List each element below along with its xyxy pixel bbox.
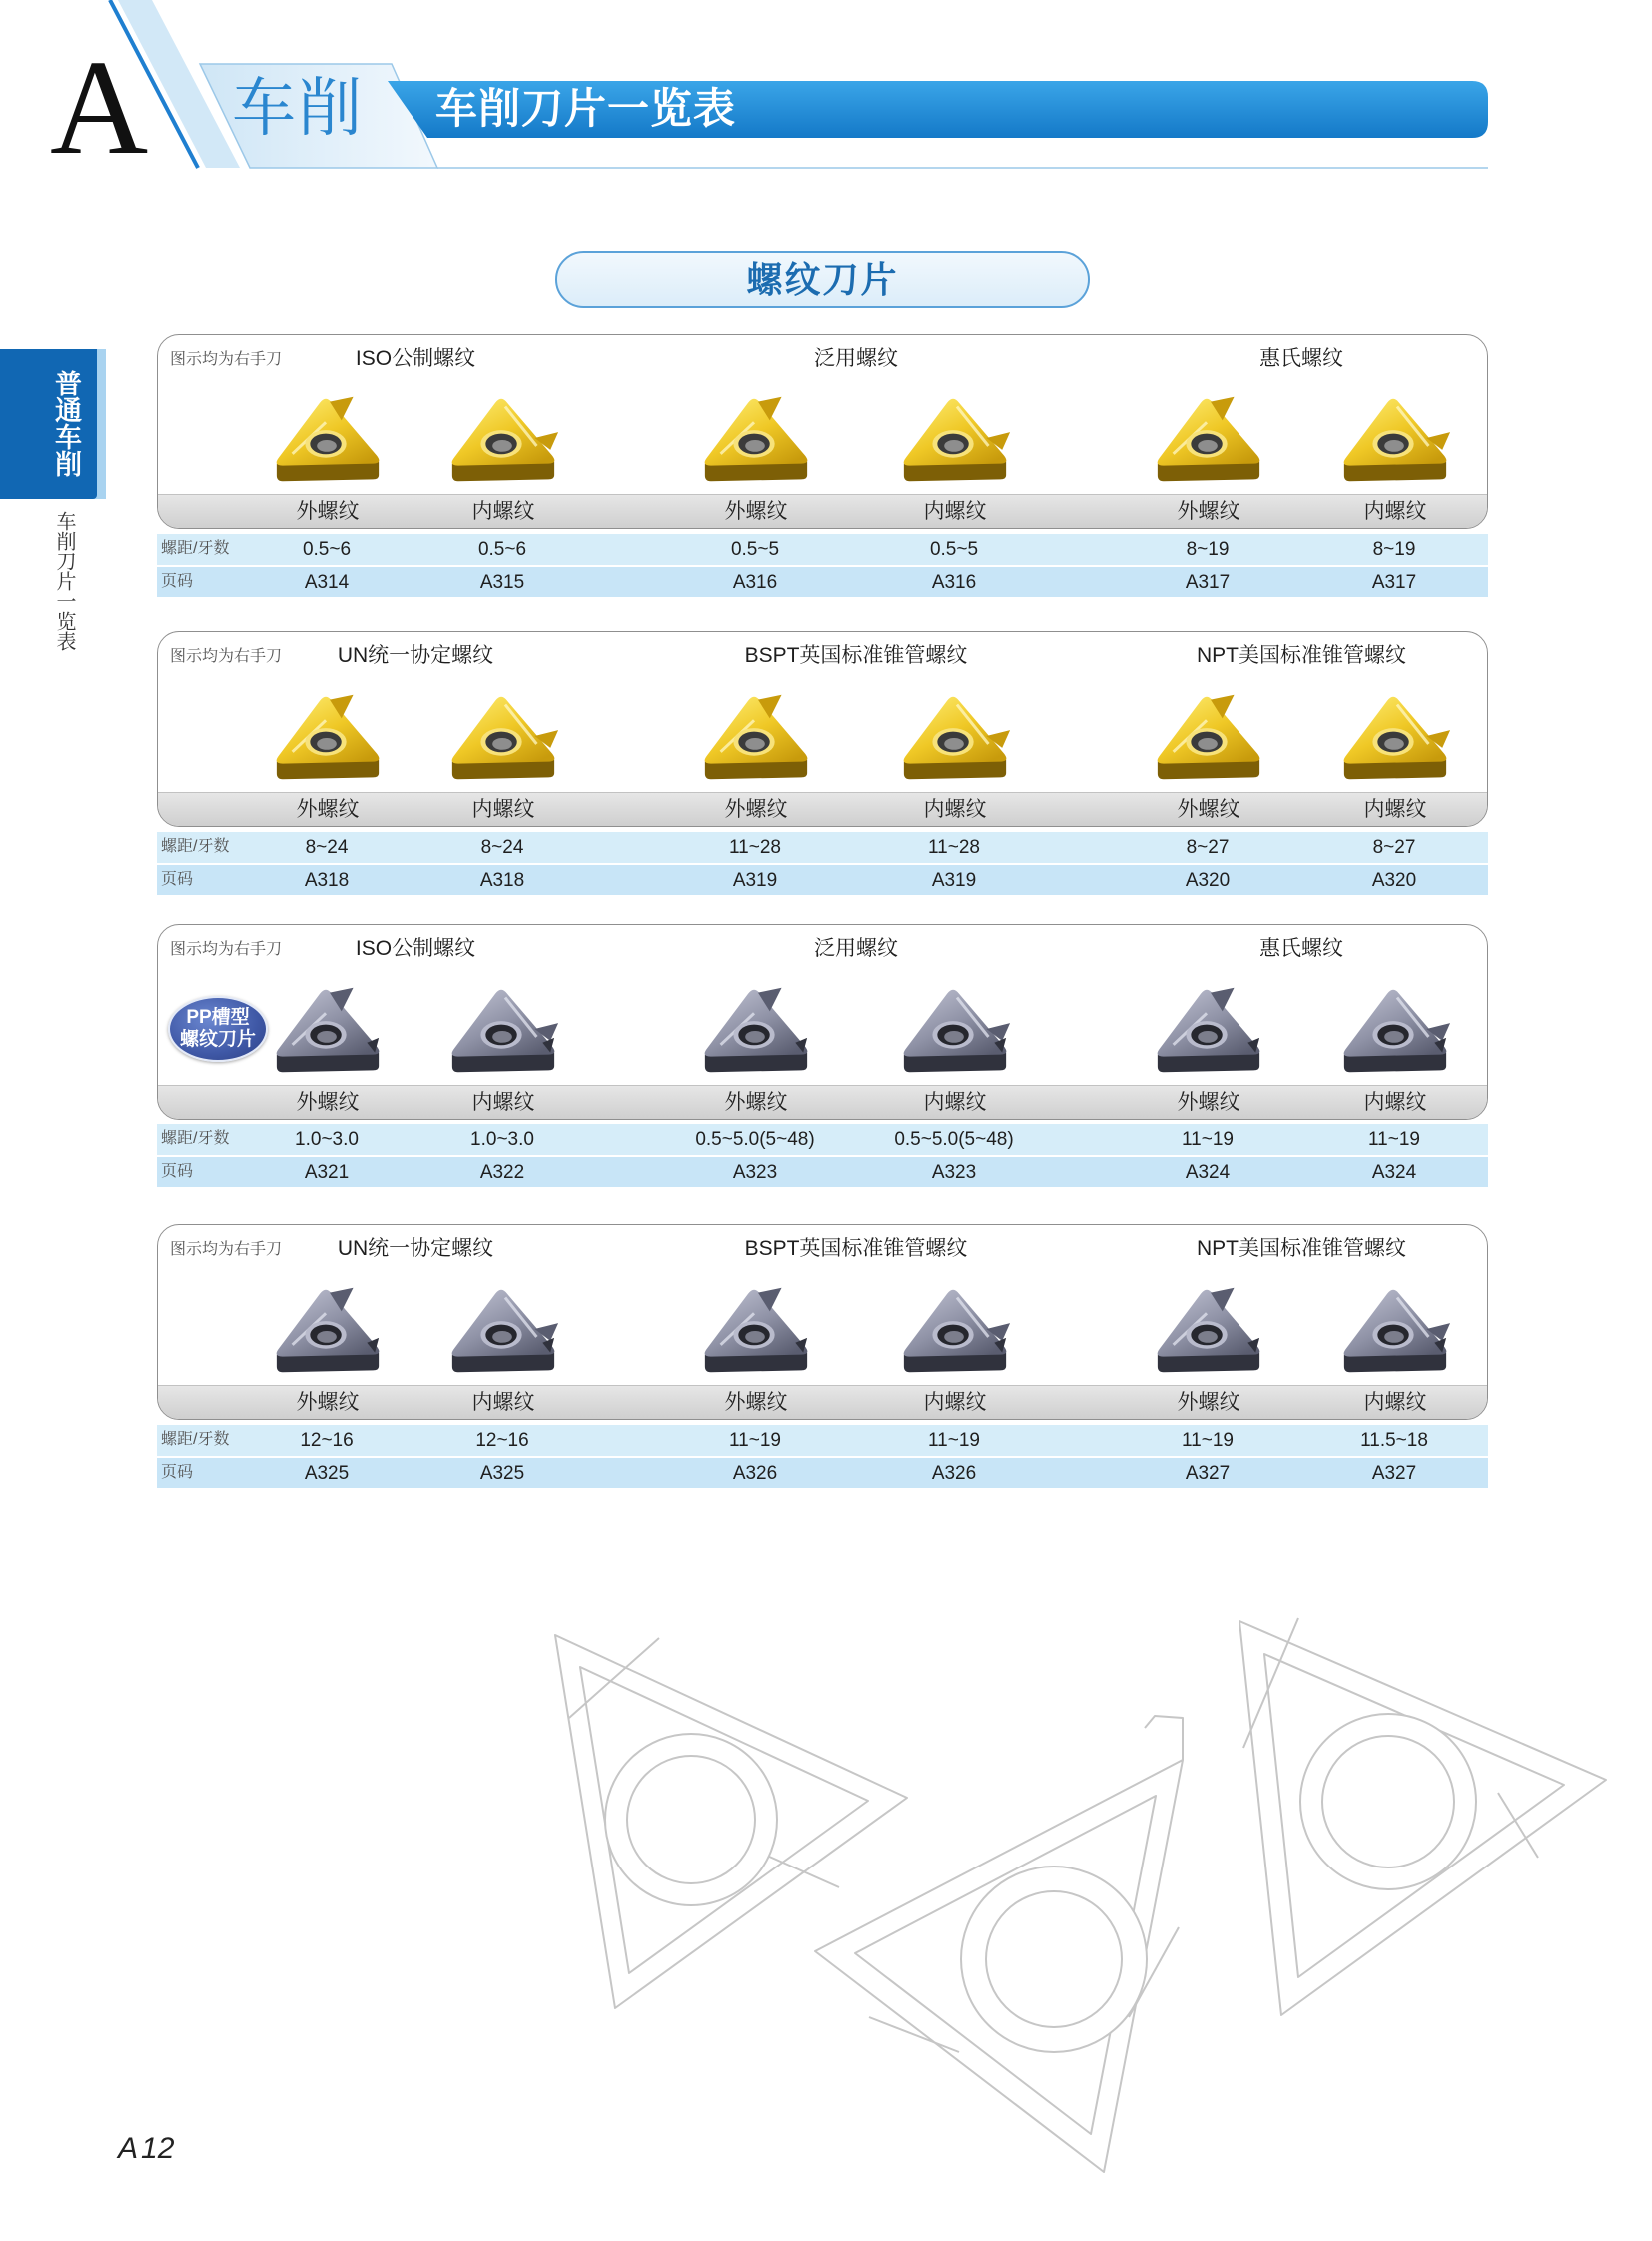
thread-panel-2 bbox=[157, 631, 1488, 827]
pitch-row-label: 螺距/牙数 bbox=[161, 540, 230, 557]
pitch-value: 8~24 bbox=[480, 837, 524, 858]
thread-standard-title: 泛用螺纹 bbox=[814, 347, 898, 370]
thread-type-label: 外螺纹 bbox=[1177, 1091, 1240, 1114]
pitch-value: 11~28 bbox=[928, 837, 980, 858]
pitch-value: 11~28 bbox=[729, 837, 781, 858]
external-thread-insert-icon bbox=[1150, 983, 1267, 1079]
insert-outline-right bbox=[1239, 1618, 1606, 2015]
page-reference: A327 bbox=[1185, 1463, 1231, 1484]
thread-type-label: 内螺纹 bbox=[923, 1091, 987, 1114]
page-reference: A319 bbox=[931, 870, 977, 891]
pitch-value: 1.0~3.0 bbox=[470, 1129, 534, 1150]
thread-panel-4 bbox=[157, 1224, 1488, 1420]
internal-thread-insert-icon bbox=[1336, 690, 1454, 786]
thread-standard-title: ISO公制螺纹 bbox=[355, 347, 476, 370]
thread-type-label: 外螺纹 bbox=[724, 1091, 788, 1114]
page-reference: A322 bbox=[479, 1162, 525, 1183]
page-reference: A315 bbox=[479, 572, 525, 593]
right-hand-note: 图示均为右手刀 bbox=[170, 648, 283, 665]
thread-type-label: 内螺纹 bbox=[471, 500, 535, 523]
thread-panel-1 bbox=[157, 334, 1488, 529]
page-reference: A326 bbox=[931, 1463, 977, 1484]
side-category-tab bbox=[0, 349, 97, 499]
right-hand-note: 图示均为右手刀 bbox=[170, 351, 283, 368]
thread-type-label: 内螺纹 bbox=[1363, 1391, 1427, 1414]
page-reference: A321 bbox=[304, 1162, 350, 1183]
internal-thread-insert-icon bbox=[444, 983, 562, 1079]
pitch-value: 12~16 bbox=[475, 1430, 529, 1451]
thread-type-label: 内螺纹 bbox=[471, 798, 535, 821]
pitch-row bbox=[157, 832, 1488, 863]
page-reference: A316 bbox=[931, 572, 977, 593]
pitch-value: 11.5~18 bbox=[1360, 1430, 1428, 1451]
thread-standard-title: BSPT英国标准锥管螺纹 bbox=[744, 644, 968, 667]
page-row-label: 页码 bbox=[161, 1163, 194, 1180]
pitch-value: 11~19 bbox=[1368, 1129, 1420, 1150]
pitch-row-label: 螺距/牙数 bbox=[161, 1431, 230, 1448]
thread-type-band bbox=[158, 1385, 1487, 1419]
page-row-label: 页码 bbox=[161, 573, 194, 590]
page-reference: A318 bbox=[479, 870, 525, 891]
thread-type-label: 外螺纹 bbox=[296, 500, 360, 523]
thread-type-label: 外螺纹 bbox=[724, 500, 788, 523]
thread-type-label: 内螺纹 bbox=[471, 1091, 535, 1114]
external-thread-insert-icon bbox=[1150, 1283, 1267, 1379]
external-thread-insert-icon bbox=[269, 983, 387, 1079]
external-thread-insert-icon bbox=[697, 690, 815, 786]
internal-thread-insert-icon bbox=[896, 983, 1014, 1079]
pitch-value: 12~16 bbox=[300, 1430, 354, 1451]
page-row-label: 页码 bbox=[161, 871, 194, 888]
page-reference: A314 bbox=[304, 572, 350, 593]
thread-standard-title: BSPT英国标准锥管螺纹 bbox=[744, 1237, 968, 1260]
pitch-value: 0.5~6 bbox=[302, 539, 352, 560]
pitch-value: 0.5~6 bbox=[477, 539, 527, 560]
thread-type-label: 外螺纹 bbox=[296, 1391, 360, 1414]
external-thread-insert-icon bbox=[1150, 690, 1267, 786]
pitch-value: 8~27 bbox=[1186, 837, 1230, 858]
internal-thread-insert-icon bbox=[444, 392, 562, 488]
page-reference: A323 bbox=[931, 1162, 977, 1183]
pitch-row bbox=[157, 1124, 1488, 1155]
pitch-value: 8~19 bbox=[1186, 539, 1230, 560]
external-thread-insert-icon bbox=[269, 690, 387, 786]
thread-standard-title: NPT美国标准锥管螺纹 bbox=[1197, 644, 1406, 667]
page-number bbox=[118, 2131, 174, 2167]
internal-thread-insert-icon bbox=[896, 1283, 1014, 1379]
thread-type-label: 内螺纹 bbox=[923, 500, 987, 523]
page-reference: A318 bbox=[304, 870, 350, 891]
pitch-row bbox=[157, 1425, 1488, 1456]
thread-type-label: 内螺纹 bbox=[471, 1391, 535, 1414]
internal-thread-insert-icon bbox=[444, 690, 562, 786]
pitch-row bbox=[157, 534, 1488, 565]
page-reference: A325 bbox=[304, 1463, 350, 1484]
pitch-row-label: 螺距/牙数 bbox=[161, 838, 230, 855]
pitch-value: 8~27 bbox=[1372, 837, 1416, 858]
right-hand-note: 图示均为右手刀 bbox=[170, 941, 283, 958]
right-hand-note: 图示均为右手刀 bbox=[170, 1241, 283, 1258]
internal-thread-insert-icon bbox=[1336, 1283, 1454, 1379]
external-thread-insert-icon bbox=[269, 392, 387, 488]
thread-standard-title: ISO公制螺纹 bbox=[355, 937, 476, 960]
thread-type-label: 内螺纹 bbox=[1363, 1091, 1427, 1114]
thread-panel-3 bbox=[157, 924, 1488, 1120]
page-reference: A327 bbox=[1371, 1463, 1417, 1484]
pitch-value: 11~19 bbox=[729, 1430, 781, 1451]
side-category-label: 普通车削 bbox=[51, 370, 81, 477]
pitch-value: 8~24 bbox=[305, 837, 349, 858]
section-heading-pill: 螺纹刀片 bbox=[555, 251, 1090, 308]
page-reference: A317 bbox=[1185, 572, 1231, 593]
thread-type-label: 外螺纹 bbox=[296, 798, 360, 821]
page-reference: A316 bbox=[732, 572, 778, 593]
section-title: 车削 bbox=[232, 72, 364, 144]
page-reference: A317 bbox=[1371, 572, 1417, 593]
page-reference: A325 bbox=[479, 1463, 525, 1484]
pitch-value: 8~19 bbox=[1372, 539, 1416, 560]
page-reference: A320 bbox=[1185, 870, 1231, 891]
page-reference: A319 bbox=[732, 870, 778, 891]
page-reference: A323 bbox=[732, 1162, 778, 1183]
thread-standard-title: 惠氏螺纹 bbox=[1259, 937, 1343, 960]
pitch-value: 0.5~5 bbox=[730, 539, 780, 560]
thread-type-band bbox=[158, 1085, 1487, 1119]
internal-thread-insert-icon bbox=[896, 690, 1014, 786]
pitch-value: 11~19 bbox=[928, 1430, 980, 1451]
external-thread-insert-icon bbox=[697, 392, 815, 488]
page-reference: A320 bbox=[1371, 870, 1417, 891]
external-thread-insert-icon bbox=[1150, 392, 1267, 488]
pitch-row-label: 螺距/牙数 bbox=[161, 1130, 230, 1147]
thread-type-label: 外螺纹 bbox=[724, 798, 788, 821]
thread-type-label: 外螺纹 bbox=[724, 1391, 788, 1414]
thread-type-label: 外螺纹 bbox=[1177, 500, 1240, 523]
internal-thread-insert-icon bbox=[896, 392, 1014, 488]
thread-standard-title: 惠氏螺纹 bbox=[1259, 347, 1343, 370]
page-reference: A326 bbox=[732, 1463, 778, 1484]
badge-line-1: PP槽型 bbox=[186, 1007, 250, 1028]
internal-thread-insert-icon bbox=[444, 1283, 562, 1379]
pitch-value: 0.5~5 bbox=[929, 539, 979, 560]
page-row-label: 页码 bbox=[161, 1464, 194, 1481]
page-ref-row bbox=[157, 1458, 1488, 1488]
thread-standard-title: NPT美国标准锥管螺纹 bbox=[1197, 1237, 1406, 1260]
external-thread-insert-icon bbox=[269, 1283, 387, 1379]
pp-groove-badge bbox=[168, 996, 268, 1062]
thread-type-label: 内螺纹 bbox=[1363, 500, 1427, 523]
pitch-value: 11~19 bbox=[1182, 1430, 1234, 1451]
internal-thread-insert-icon bbox=[1336, 983, 1454, 1079]
thread-type-label: 外螺纹 bbox=[1177, 1391, 1240, 1414]
thread-type-label: 内螺纹 bbox=[923, 1391, 987, 1414]
thread-standard-title: UN统一协定螺纹 bbox=[337, 1237, 494, 1260]
internal-thread-insert-icon bbox=[1336, 392, 1454, 488]
pitch-value: 11~19 bbox=[1182, 1129, 1234, 1150]
badge-line-2: 螺纹刀片 bbox=[179, 1029, 256, 1050]
page-ref-row bbox=[157, 567, 1488, 597]
pitch-value: 0.5~5.0(5~48) bbox=[894, 1129, 1014, 1150]
insert-outline-illustration bbox=[539, 1598, 1628, 2197]
thread-type-band bbox=[158, 792, 1487, 826]
thread-type-label: 外螺纹 bbox=[1177, 798, 1240, 821]
thread-type-label: 内螺纹 bbox=[923, 798, 987, 821]
page-title: 车削刀片一览表 bbox=[435, 85, 737, 132]
page-number-value: 12 bbox=[141, 2132, 175, 2165]
thread-type-label: 外螺纹 bbox=[296, 1091, 360, 1114]
thread-standard-title: 泛用螺纹 bbox=[814, 937, 898, 960]
pitch-value: 0.5~5.0(5~48) bbox=[695, 1129, 815, 1150]
page-reference: A324 bbox=[1371, 1162, 1417, 1183]
thread-standard-title: UN统一协定螺纹 bbox=[337, 644, 494, 667]
page-ref-row bbox=[157, 865, 1488, 895]
side-subtitle: 车削刀片一览表 bbox=[53, 511, 75, 651]
page-ref-row bbox=[157, 1157, 1488, 1187]
external-thread-insert-icon bbox=[697, 1283, 815, 1379]
thread-type-label: 内螺纹 bbox=[1363, 798, 1427, 821]
section-letter: A bbox=[50, 33, 149, 183]
external-thread-insert-icon bbox=[697, 983, 815, 1079]
pitch-value: 1.0~3.0 bbox=[295, 1129, 359, 1150]
thread-type-band bbox=[158, 494, 1487, 528]
page-reference: A324 bbox=[1185, 1162, 1231, 1183]
page-number-prefix: A bbox=[118, 2132, 139, 2165]
